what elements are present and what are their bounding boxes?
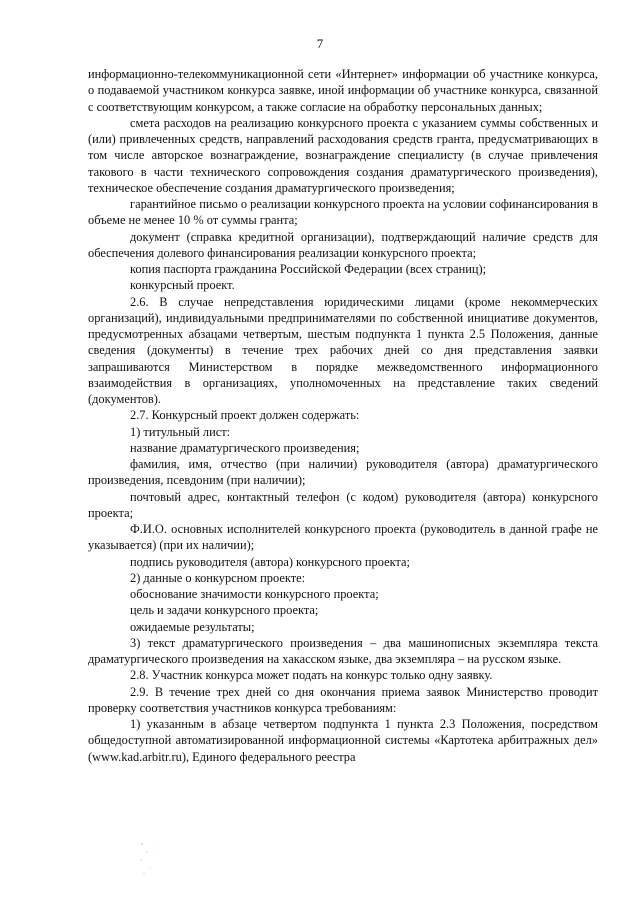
paragraph: 2.7. Конкурсный проект должен содержать: xyxy=(130,408,360,423)
paragraph: смета расходов на реализацию конкурсного проекта с указанием суммы собственных и (или) привлеченных средств, направлений расходования средств гранта, предусматривающих в том числе авторское вознаграждение, вознаграждение специалисту (в случае привлечения такового в части технического сопровождения создания драматургического произведения), техническое обеспечение создания драматургического произведения; xyxy=(88,115,598,195)
paragraph: 2.6. В случае непредставления юридическими лицами (кроме некоммерческих организаций), индивидуальными предпринимателями по собственной инициативе документов, предусмотренных абзацами четвертым, шестым подпункта 1 пункта 2.5 Положения, данные сведения (документы) в течение трех рабочих дней со дня представления заявки запрашиваются Министерством в порядке межведомственного информационного взаимодействия в организациях, уполномоченных на представление таких сведений (документов). xyxy=(88,294,598,406)
paragraph: 2.8. Участник конкурса может подать на конкурс только одну заявку. xyxy=(130,668,493,683)
paragraph: копия паспорта гражданина Российской Федерации (всех страниц); xyxy=(130,262,487,276)
paragraph: 3) текст драматургического произведения – два машинописных экземпляра текста драматургического произведения на хакасском языке, два экземпляра – на русском языке. xyxy=(88,635,598,666)
document-body xyxy=(88,66,598,765)
paragraph: название драматургического произведения; xyxy=(130,440,360,455)
paragraph: конкурсный проект. xyxy=(130,278,235,293)
paragraph: 2) данные о конкурсном проекте: xyxy=(130,570,306,585)
paragraph: 1) указанным в абзаце четвертом подпункта 1 пункта 2.3 Положения, посредством общедоступной автоматизированной информационной системы «Картотека арбитражных дел» (www.kad.arbitr.ru), Единого федерального реестра xyxy=(88,717,598,764)
scan-artifact xyxy=(138,838,168,878)
paragraph: 2.9. В течение трех дней со дня окончания приема заявок Министерство проводит проверку соответствия участников конкурса требованиям: xyxy=(88,684,598,715)
paragraph: гарантийное письмо о реализации конкурсного проекта на условии софинансирования в объеме не менее 10 % от суммы гранта; xyxy=(88,197,598,228)
paragraph: документ (справка кредитной организации), подтверждающий наличие средств для обеспечения долевого финансирования реализации конкурсного проекта; xyxy=(88,229,598,260)
paragraph: обоснование значимости конкурсного проекта; xyxy=(130,587,379,601)
paragraph: подпись руководителя (автора) конкурсного проекта; xyxy=(130,554,410,569)
paragraph: 1) титульный лист: xyxy=(130,424,231,439)
paragraph: ожидаемые результаты; xyxy=(130,619,255,634)
paragraph: цель и задачи конкурсного проекта; xyxy=(130,603,319,618)
paragraph: информационно-телекоммуникационной сети «Интернет» информации об участнике конкурса, о подаваемой участником конкурса заявке, иной информации об участнике конкурса, связанной с соответствующим конкурсом, а также согласие на обработку персональных данных; xyxy=(88,67,598,114)
paragraph: Ф.И.О. основных исполнителей конкурсного проекта (руководитель в данной графе не указывается) (при их наличии); xyxy=(88,522,598,553)
page-number: 7 xyxy=(316,36,324,51)
paragraph: фамилия, имя, отчество (при наличии) руководителя (автора) драматургического произведения, псевдоним (при наличии); xyxy=(88,457,598,488)
paragraph: почтовый адрес, контактный телефон (с кодом) руководителя (автора) конкурсного проекта; xyxy=(88,489,598,520)
